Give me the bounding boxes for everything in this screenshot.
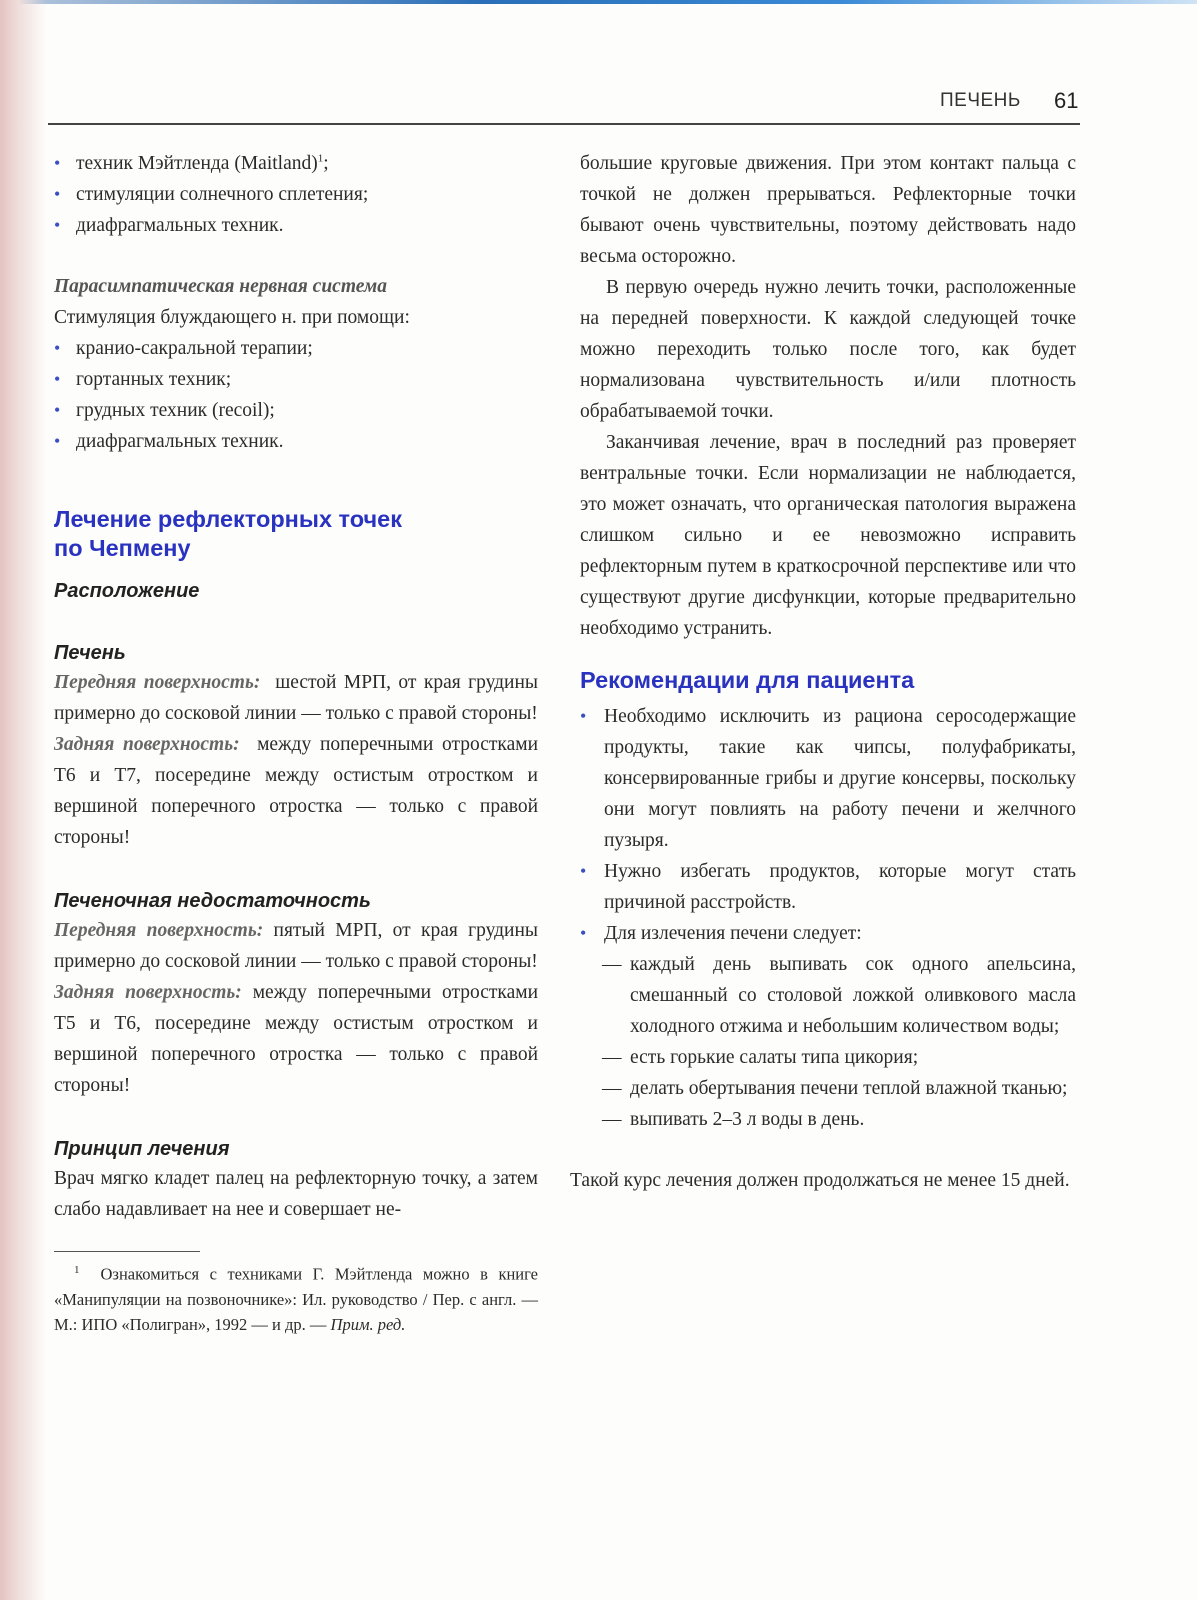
left-column bbox=[54, 148, 538, 1337]
list-item: • грудных техник (recoil); bbox=[54, 395, 538, 426]
list-item: — выпивать 2–3 л воды в день. bbox=[602, 1104, 1076, 1135]
list-item: — каждый день выпивать сок одного апельсина, смешанный со столовой ложкой оливкового масла холодного отжима и небольшим количеством воды; bbox=[602, 949, 1076, 1042]
paragraph: Заканчивая лечение, врач в последний раз проверяет вентральные точки. Если нормализации не наблюдается, это может означать, что органическая патология выражена слишком сильно и ее невозможно исправить рефлекторным путем в краткосрочной перспективе или что существуют другие дисфункции, которые предварительно необходимо устранить. bbox=[580, 432, 1076, 639]
list-item: — есть горькие салаты типа цикория; bbox=[602, 1042, 1076, 1073]
list-item: • гортанных техник; bbox=[54, 364, 538, 395]
recommendations-heading: Рекомендации для пациента bbox=[580, 667, 915, 693]
section-heading-chapman: Лечение рефлекторных точек по Чепмену bbox=[54, 506, 402, 561]
footnote-ref: 1 bbox=[317, 152, 324, 165]
liver-treatment-list bbox=[580, 949, 1076, 1135]
liver-front: Передняя поверхность: шестой МРП, от края грудины примерно до сосковой линии — только с правой стороны! bbox=[54, 672, 538, 724]
footnote-rule bbox=[54, 1251, 200, 1252]
list-item: • диафрагмальных техник. bbox=[54, 426, 538, 457]
liver-heading: Печень bbox=[54, 642, 126, 664]
list-item: • Нужно избегать продуктов, которые могут стать причиной расстройств. bbox=[580, 856, 1076, 918]
list-item: • техник Мэйтленда (Maitland)$^1$; bbox=[54, 148, 538, 179]
list-item: • Для излечения печени следует: bbox=[580, 918, 1076, 949]
page-number: 61 bbox=[1054, 88, 1079, 113]
liver-back: Задняя поверхность: между поперечными отростками Т6 и Т7, посередине между остистым отростком и вершиной поперечного отростка — только с правой стороны! bbox=[54, 734, 539, 848]
list-item: • стимуляции солнечного сплетения; bbox=[54, 179, 538, 210]
location-heading: Расположение bbox=[54, 580, 200, 602]
insufficiency-front: Передняя поверхность: пятый МРП, от края грудины примерно до сосковой линии — только с правой стороны! bbox=[54, 920, 538, 972]
insufficiency-heading: Печеночная недостаточность bbox=[54, 890, 371, 912]
list-item: — делать обертывания печени теплой влажной тканью; bbox=[602, 1073, 1076, 1104]
parasympathetic-intro: Стимуляция блуждающего н. при помощи: bbox=[54, 307, 410, 328]
list-item: • диафрагмальных техник. bbox=[54, 210, 538, 241]
paragraph: В первую очередь нужно лечить точки, расположенные на передней поверхности. К каждой следующей точке можно переходить только после того, как будет нормализована чувствительность и/или плотность обрабатываемой точки. bbox=[580, 277, 1076, 422]
recommendations-list bbox=[580, 701, 1076, 949]
right-column bbox=[570, 148, 1076, 1196]
page-top-edge bbox=[0, 0, 1197, 4]
parasympathetic-heading: Парасимпатическая нервная система bbox=[54, 276, 388, 297]
bullet-list-sympathetic bbox=[54, 148, 538, 241]
running-head: ПЕЧЕНЬ bbox=[940, 90, 1021, 111]
principle-heading: Принцип лечения bbox=[54, 1138, 230, 1160]
header-rule bbox=[48, 123, 1080, 125]
insufficiency-back: Задняя поверхность: между поперечными отростками Т5 и Т6, посередине между остистым отростком и вершиной поперечного отростка — только с правой стороны! bbox=[54, 982, 539, 1096]
spine-shadow bbox=[0, 0, 46, 1600]
footnote: $^1$ Ознакомиться с техниками Г. Мэйтленда можно в книге «Манипуляции на позвоночнике»: Ил. руководство / Пер. с англ. — М.: ИПО «Полигран», 1992 — и др. — Прим. ред. bbox=[54, 1264, 538, 1334]
bullet-list-parasympathetic bbox=[54, 333, 538, 457]
paragraph: большие круговые движения. При этом контакт пальца с точкой не должен прерываться. Рефлекторные точки бывают очень чувствительны, поэтому действовать надо весьма осторожно. bbox=[580, 153, 1076, 267]
principle-text: Врач мягко кладет палец на рефлекторную точку, а затем слабо надавливает на нее и совершает не- bbox=[54, 1168, 538, 1220]
list-item: • Необходимо исключить из рациона серосодержащие продукты, такие как чипсы, полуфабрикаты, консервированные грибы и другие консервы, поскольку они могут повлиять на работу печени и желчного пузыря. bbox=[580, 701, 1076, 856]
closing-paragraph: Такой курс лечения должен продолжаться не менее 15 дней. bbox=[570, 1170, 1070, 1191]
list-item: • кранио-сакральной терапии; bbox=[54, 333, 538, 364]
